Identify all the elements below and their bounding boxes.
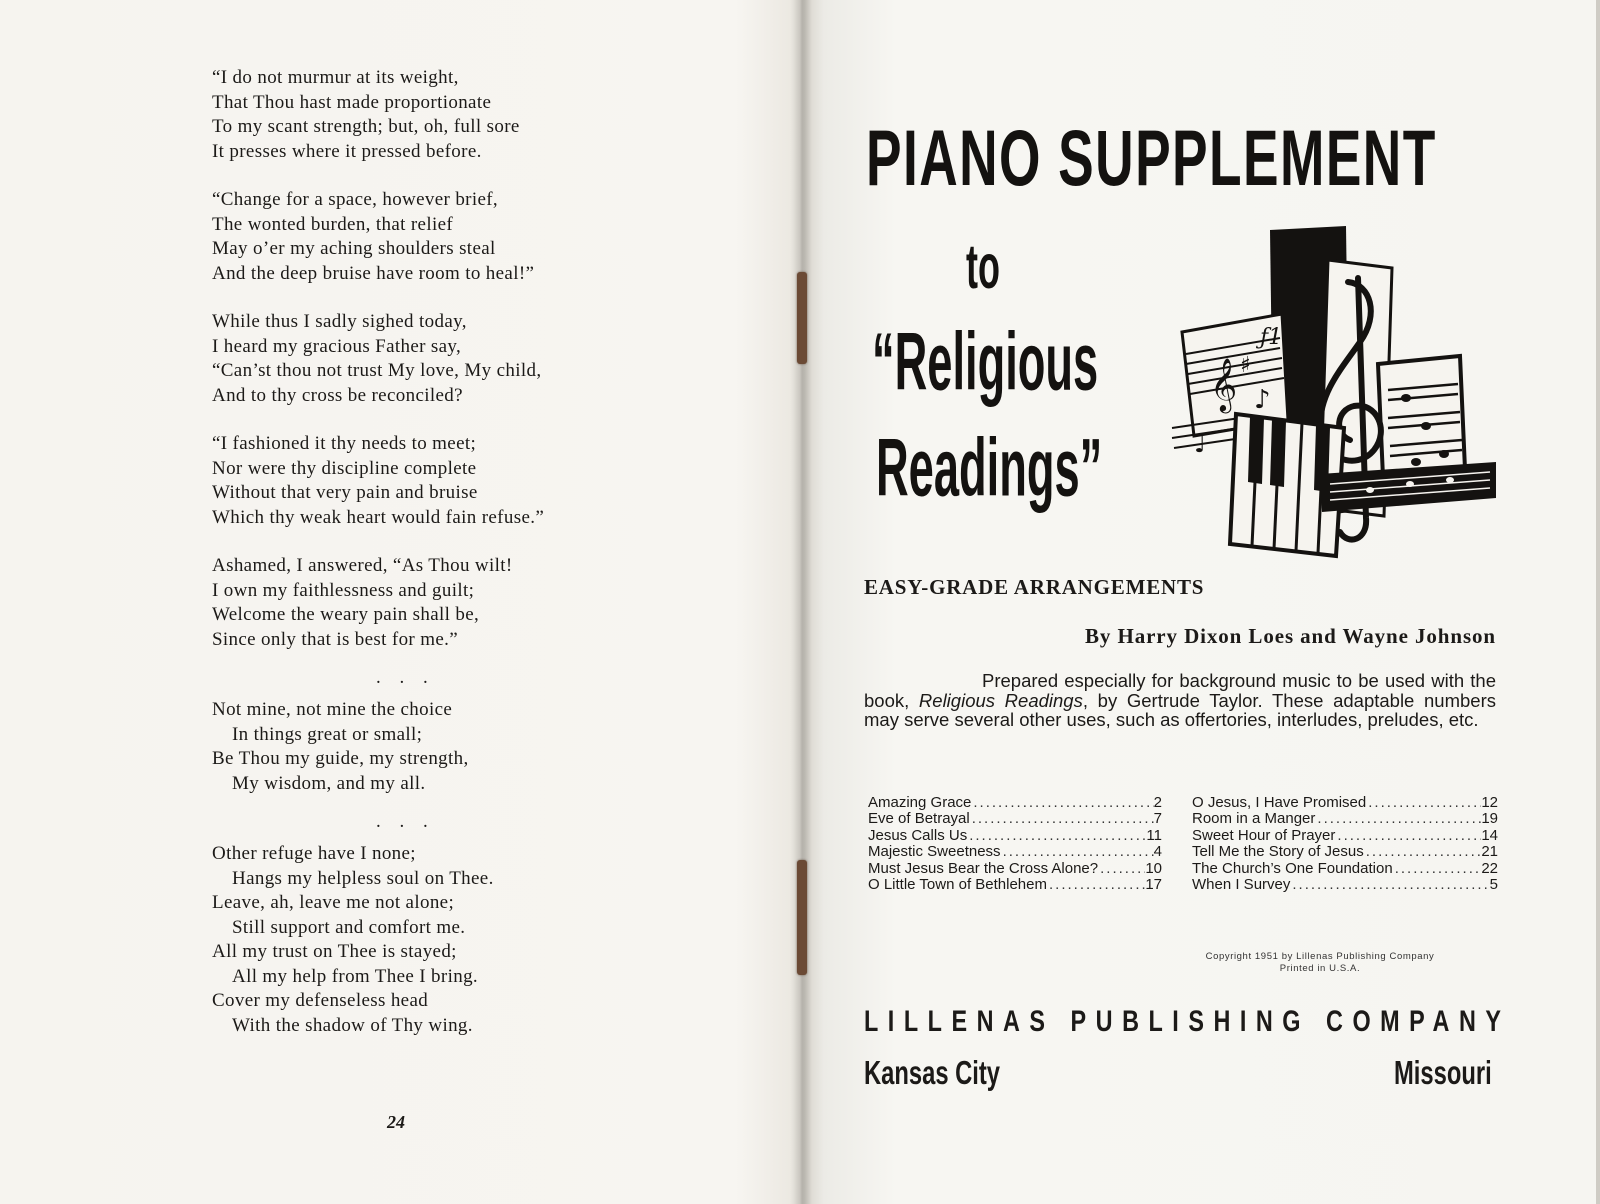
copyright-notice: [1170, 951, 1470, 975]
poem-stanza: [212, 310, 642, 408]
contents-page-number: 10: [1145, 859, 1162, 877]
contents-page-number: 12: [1481, 794, 1498, 811]
poem-line: And to thy cross be reconciled?: [212, 384, 463, 406]
contents-entry: [1192, 811, 1498, 827]
contents-page-number: 7: [1153, 810, 1162, 828]
poem-stanza: [212, 66, 642, 164]
contents-title: Jesus Calls Us: [868, 826, 968, 844]
stanza-separator: . . .: [376, 811, 435, 832]
contents-entry: [868, 844, 1162, 860]
copyright-line: Copyright 1951 by Lillenas Publishing Company: [1205, 951, 1435, 962]
contents-title: Tell Me the Story of Jesus: [1192, 843, 1364, 861]
dot-leader: [1364, 844, 1482, 860]
poem-line: The wonted burden, that relief: [212, 213, 454, 235]
contents-page-number: 17: [1145, 876, 1162, 894]
contents-page-number: 21: [1481, 843, 1498, 861]
poem-line: To my scant strength; but, oh, full sore: [212, 116, 520, 137]
publisher-name: LILLENAS PUBLISHING COMPANY: [864, 1005, 1511, 1038]
poem-line: Still support and comfort me.: [232, 916, 466, 938]
contents-title: When I Survey: [1192, 876, 1291, 894]
svg-text:ƒ1: ƒ1: [1260, 325, 1283, 350]
description-text-start: Prepared especially for background music to be used with the book,: [864, 670, 1496, 711]
poem-line: My wisdom, and my all.: [232, 772, 426, 794]
contents-entry: [1192, 795, 1498, 811]
contents-page-number: 11: [1146, 826, 1162, 844]
publisher-city: Kansas City: [864, 1054, 1001, 1091]
dot-leader: [971, 795, 1153, 811]
poem-line: Which thy weak heart would fain refuse.”: [212, 506, 545, 528]
dot-leader: [1290, 877, 1489, 893]
svg-text:♪: ♪: [1254, 385, 1271, 415]
poem-line: Not mine, not mine the choice: [212, 699, 453, 720]
page-number: 24: [387, 1112, 405, 1132]
title-religious: “Religious: [872, 315, 1099, 408]
poem-line: That Thou hast made proportionate: [212, 91, 492, 113]
poem-line: All my trust on Thee is stayed;: [212, 941, 457, 962]
contents-entry: [868, 877, 1162, 893]
poem-line: Since only that is best for me.”: [212, 628, 459, 650]
poem-line: Nor were thy discipline complete: [212, 457, 477, 479]
title-to: to: [966, 232, 1000, 303]
contents-entry: [868, 861, 1162, 877]
description-text-end: , by Gertrude Taylor. These adaptable numbers may serve several other uses, such as offertories, interludes, preludes, etc.: [864, 689, 1496, 731]
dot-leader: [1001, 844, 1154, 860]
dot-leader: [1315, 811, 1481, 827]
dot-leader: [1366, 795, 1481, 811]
byline: By Harry Dixon Loes and Wayne Johnson: [1085, 624, 1496, 648]
poem-stanza: [212, 698, 642, 796]
poem-line: Cover my defenseless head: [212, 990, 429, 1011]
dot-leader: [1098, 861, 1145, 877]
contents-column-left: [868, 795, 1162, 893]
poem-line: “I fashioned it thy needs to meet;: [212, 433, 477, 454]
contents-page-number: 5: [1489, 876, 1498, 894]
dot-leader: [967, 828, 1146, 844]
poem-stanza: [212, 432, 642, 530]
contents-title: Majestic Sweetness: [868, 843, 1001, 861]
contents-title: O Jesus, I Have Promised: [1192, 794, 1367, 811]
contents-entry: [1192, 877, 1498, 893]
contents-title: Sweet Hour of Prayer: [1192, 826, 1336, 844]
title-piano-supplement: PIANO SUPPLEMENT: [866, 114, 1437, 203]
poem-line: It presses where it pressed before.: [212, 140, 482, 162]
contents-entry: [1192, 861, 1498, 877]
contents-page-number: 14: [1481, 826, 1498, 844]
poem-line: “I do not murmur at its weight,: [212, 67, 459, 88]
poem-line: Leave, ah, leave me not alone;: [212, 892, 455, 913]
left-page: [0, 0, 795, 1204]
poem-line: “Change for a space, however brief,: [212, 189, 499, 210]
contents-entry: [1192, 844, 1498, 860]
poem-line: In things great or small;: [232, 723, 423, 745]
svg-text:♩: ♩: [1194, 429, 1207, 459]
subtitle: EASY-GRADE ARRANGEMENTS: [864, 575, 1205, 599]
contents-page-number: 4: [1153, 843, 1162, 861]
right-page: [800, 0, 1600, 1204]
poem-line: I own my faithlessness and guilt;: [212, 579, 475, 601]
poem-stanza: [212, 188, 642, 286]
contents-title: Eve of Betrayal: [868, 810, 970, 828]
contents-title: O Little Town of Bethlehem: [868, 876, 1047, 894]
contents-entry: [1192, 828, 1498, 844]
publisher-state: Missouri: [1394, 1054, 1492, 1091]
poem-line: All my help from Thee I bring.: [232, 965, 479, 987]
contents-entry: [868, 795, 1162, 811]
dot-leader: [1335, 828, 1481, 844]
svg-text:𝄞: 𝄞: [1210, 357, 1238, 411]
poem-line: Welcome the weary pain shall be,: [212, 604, 480, 625]
contents-page-number: 2: [1153, 794, 1162, 811]
stanza-separator: . . .: [376, 667, 435, 688]
poem-line: Be Thou my guide, my strength,: [212, 748, 469, 769]
dot-leader: [1393, 861, 1482, 877]
poem-line: And the deep bruise have room to heal!”: [212, 262, 535, 284]
contents-entry: [868, 811, 1162, 827]
description-book-title: Religious Readings: [918, 689, 1083, 711]
dot-leader: [970, 811, 1154, 827]
poem-stanza: [212, 842, 642, 1038]
contents-entry: [868, 828, 1162, 844]
contents-title: The Church’s One Foundation: [1192, 859, 1393, 877]
poem-line: May o’er my aching shoulders steal: [212, 238, 496, 259]
contents-column-right: [1192, 795, 1498, 893]
dot-leader: [1047, 877, 1145, 893]
poem-line: Hangs my helpless soul on Thee.: [232, 867, 494, 889]
title-readings: Readings”: [876, 421, 1103, 514]
poem: [212, 66, 642, 1062]
contents-title: Must Jesus Bear the Cross Alone?: [868, 859, 1099, 877]
poem-line: Other refuge have I none;: [212, 843, 416, 864]
contents-page-number: 22: [1481, 859, 1498, 877]
poem-line: Without that very pain and bruise: [212, 482, 478, 503]
contents-title: Amazing Grace: [868, 794, 972, 811]
poem-stanza: [212, 554, 642, 652]
printed-line: Printed in U.S.A.: [1279, 963, 1361, 974]
poem-line: “Can’st thou not trust My love, My child,: [212, 360, 542, 381]
poem-line: I heard my gracious Father say,: [212, 335, 462, 357]
contents-title: Room in a Manger: [1192, 810, 1316, 828]
description-paragraph: [864, 671, 1496, 730]
poem-line: Ashamed, I answered, “As Thou wilt!: [212, 555, 513, 576]
contents-page-number: 19: [1481, 810, 1498, 828]
music-notes-piano-keys-icon: [1170, 222, 1500, 562]
poem-line: While thus I sadly sighed today,: [212, 311, 467, 332]
poem-line: With the shadow of Thy wing.: [232, 1014, 473, 1036]
svg-text:♯: ♯: [1240, 353, 1251, 378]
